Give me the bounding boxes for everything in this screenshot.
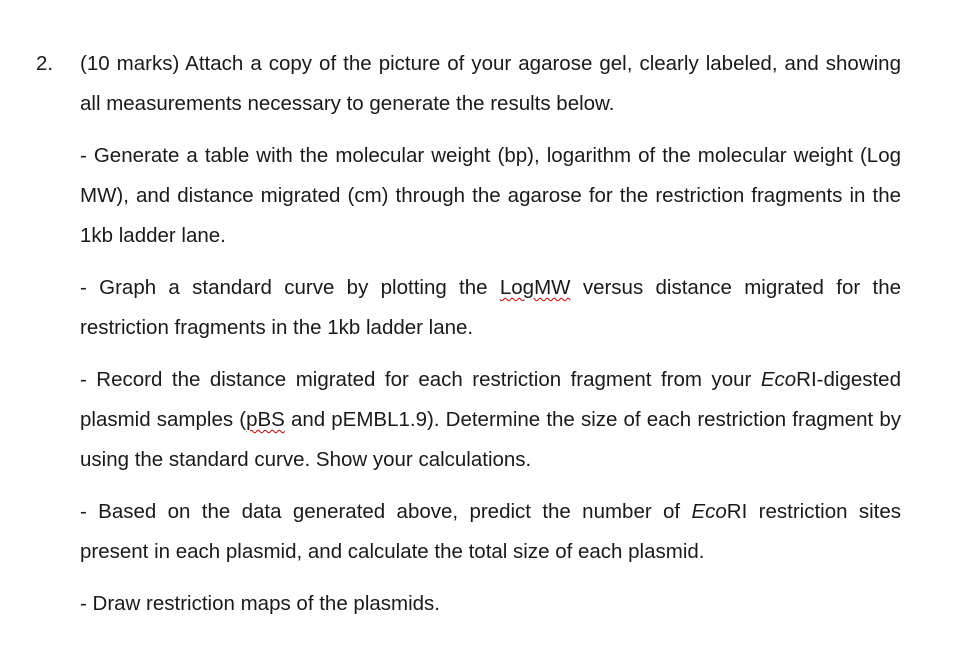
task-draw-maps: - Draw restriction maps of the plasmids. (80, 592, 441, 615)
graph-text-after: versus distance migrated for the restriction fragments in the 1kb ladder lane. (80, 276, 901, 339)
task-record-distance (80, 360, 901, 480)
question-number: 2. (36, 52, 54, 75)
task-graph-standard-curve (80, 268, 901, 348)
task-predict-sites (80, 492, 901, 572)
graph-text-before: - Graph a standard curve by plotting the (80, 276, 500, 299)
predict-text-before: - Based on the data generated above, predict the number of (80, 500, 692, 523)
record-text-before: - Record the distance migrated for each restriction fragment from your (80, 368, 761, 391)
record-text-after: and pEMBL1.9). Determine the size of each restriction fragment by using the standard curve. Show your calculations. (80, 408, 901, 471)
enzyme-name-italic: Eco (691, 500, 727, 523)
spellcheck-flagged-word: LogMW (499, 276, 571, 299)
question-intro: (10 marks) Attach a copy of the picture of your agarose gel, clearly labeled, and showing all measurements necessary to generate the results below. (80, 52, 901, 115)
enzyme-name-italic: Eco (760, 368, 797, 391)
spellcheck-flagged-word: pBS (246, 408, 285, 431)
predict-text-after: RI restriction sites present in each plasmid, and calculate the total size of each plasmid. (80, 500, 901, 563)
task-generate-table: - Generate a table with the molecular weight (bp), logarithm of the molecular weight (Log MW), and distance migrated (cm) through the agarose for the restriction fragments in the 1kb ladder lane. (80, 144, 901, 247)
record-enzyme-rest: RI-digested plasmid samples ( (80, 368, 901, 431)
